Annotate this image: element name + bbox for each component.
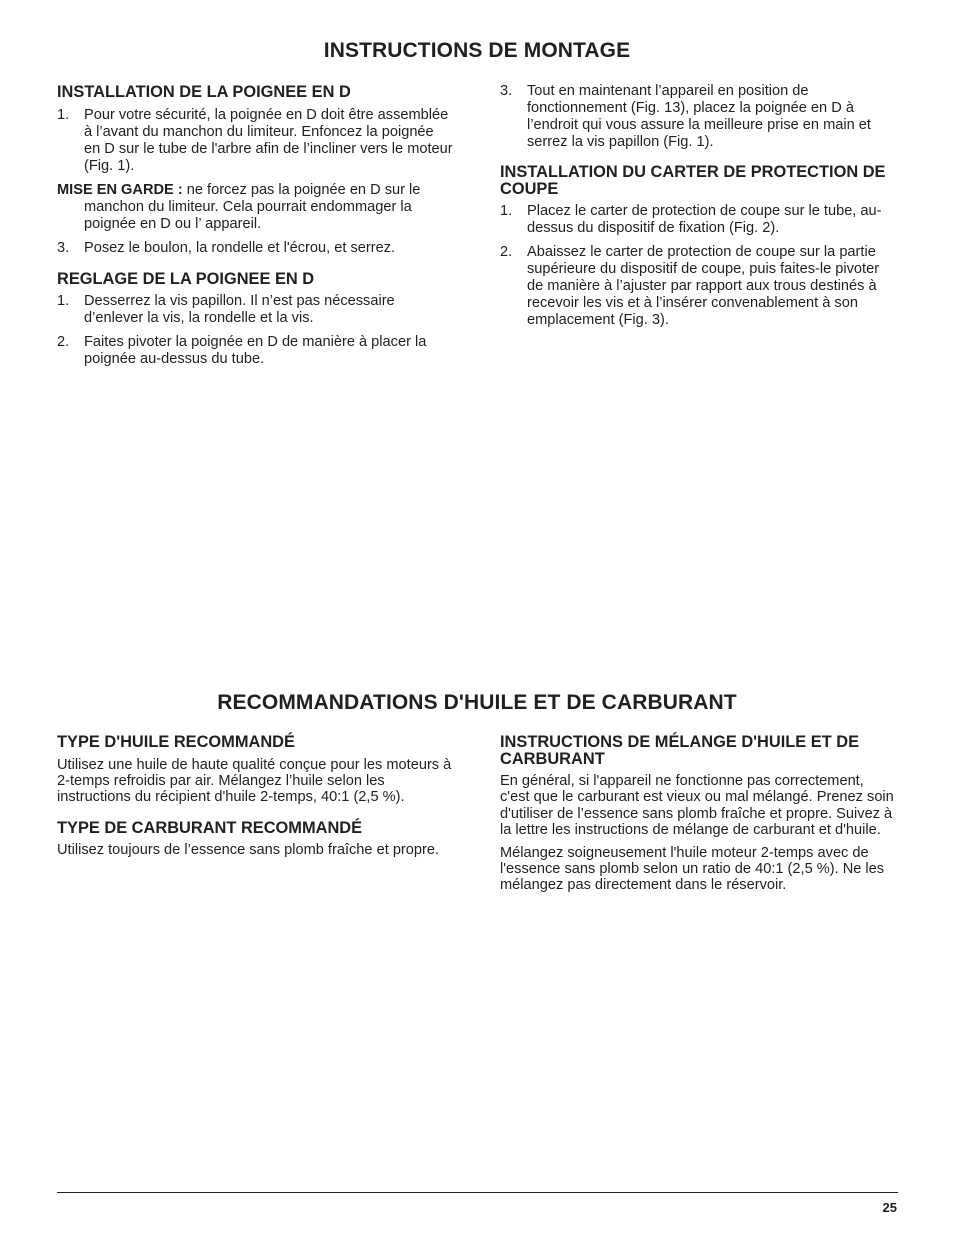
warning-label: MISE EN GARDE : — [57, 181, 183, 198]
list-text: Faites pivoter la poignée en D de manière à placer la poignée au-dessus du tube. — [84, 334, 427, 367]
page-number: 25 — [882, 1200, 897, 1215]
huile-text: Utilisez une huile de haute qualité conçue pour les moteurs à 2-temps refroidis par air. Mélangez l’huile selon les instructions du récipient d'huile 2-temps, 40:1 (2,5 %). — [57, 756, 452, 806]
list-item — [500, 244, 896, 329]
montage-left-column — [57, 84, 453, 375]
montage-right-column — [500, 83, 896, 336]
list-text: Placez le carter de protection de coupe sur le tube, au-dessus du dispositif de fixation (Fig. 2). — [527, 203, 882, 236]
footer-divider — [57, 1192, 898, 1193]
carburant-left-column — [57, 734, 453, 865]
list-text: Tout en maintenant l’appareil en position de fonctionnement (Fig. 13), placez la poignée en D à l’endroit qui vous assure la meilleure prise en main et serrez la vis papillon (Fig. 1). — [527, 83, 871, 150]
list-number: 1. — [57, 106, 70, 123]
carb-type-heading: TYPE DE CARBURANT RECOMMANDÉ — [57, 818, 363, 837]
list-item — [57, 240, 453, 257]
melange-para1: En général, si l'appareil ne fonctionne pas correctement, c'est que le carburant est vieux ou mal mélangé. Prenez soin d'utiliser de l’essence sans plomb fraîche et propre. Suivez à la lettre les instructions de mélange de carburant et d'huile. — [500, 773, 894, 839]
carburant-title: RECOMMANDATIONS D'HUILE ET DE CARBURANT — [217, 691, 737, 714]
warning-note — [57, 182, 453, 233]
carb-type-text: Utilisez toujours de l’essence sans plomb fraîche et propre. — [57, 842, 440, 859]
list-item — [500, 203, 896, 237]
list-text: Posez le boulon, la rondelle et l'écrou, et serrez. — [84, 239, 396, 256]
carter-heading: INSTALLATION DU CARTER DE PROTECTION DE COUPE — [500, 163, 886, 198]
poignee-install-heading: INSTALLATION DE LA POIGNEE EN D — [57, 83, 351, 101]
list-text: Desserrez la vis papillon. Il n’est pas nécessaire d’enlever la vis, la rondelle et la vis. — [84, 293, 395, 326]
carburant-right-column — [500, 734, 896, 900]
list-number: 2. — [57, 334, 70, 350]
list-item — [57, 293, 453, 327]
melange-para2: Mélangez soigneusement l'huile moteur 2-temps avec de l'essence sans plomb selon un ratio de 40:1 (2,5 %). Ne les mélangez pas directement dans le réservoir. — [500, 844, 885, 894]
list-text: Pour votre sécurité, la poignée en D doit être assemblée à l’avant du manchon du limiteur. Enfoncez la poignée en D sur le tube de l'arbre afin de l’incliner vers le moteur (Fig. 1). — [84, 106, 453, 174]
list-number: 1. — [500, 203, 513, 219]
list-item — [57, 107, 453, 175]
list-item — [57, 334, 453, 368]
list-number: 1. — [57, 293, 70, 309]
huile-heading: TYPE D'HUILE RECOMMANDÉ — [57, 733, 295, 751]
list-number: 3. — [500, 83, 513, 99]
warning-text: ne forcez pas la poignée en D sur le manchon du limiteur. Cela pourrait endommager la poignée en D ou l’ appareil. — [84, 181, 421, 232]
list-text: Abaissez le carter de protection de coupe sur la partie supérieure du dispositif de coupe, puis faites-le pivoter de manière à l’ajuster par rapport aux trous destinés à recevoir les vis et à l’insérer convenablement à son emplacement (Fig. 3). — [527, 244, 880, 328]
montage-title: INSTRUCTIONS DE MONTAGE — [323, 39, 631, 62]
list-number: 2. — [500, 244, 513, 260]
list-number: 3. — [57, 239, 70, 256]
poignee-reglage-heading: REGLAGE DE LA POIGNEE EN D — [57, 269, 315, 288]
melange-heading: INSTRUCTIONS DE MÉLANGE D'HUILE ET DE CARBURANT — [500, 733, 860, 768]
list-item — [500, 83, 896, 151]
